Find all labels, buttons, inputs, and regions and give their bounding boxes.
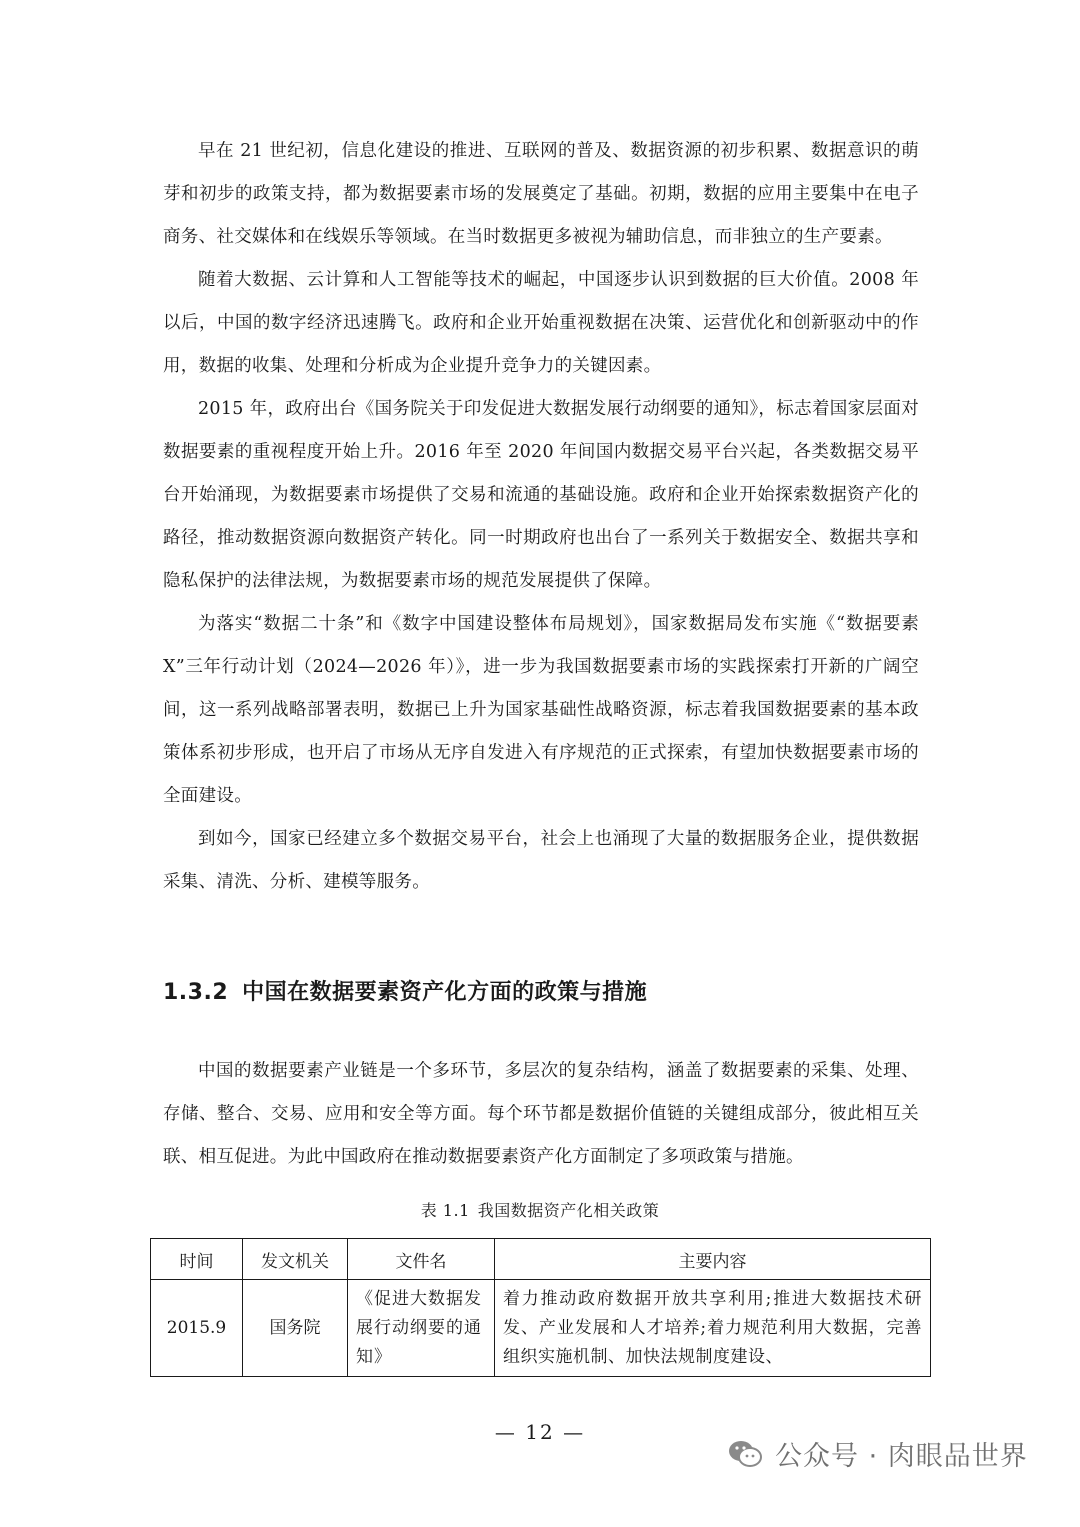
cell-main: 着力推动政府数据开放共享利用;推进大数据技术研发、产业发展和人才培养;着力规范利用大数据，完善组织实施机制、加快法规制度建设、 [495,1280,931,1377]
body-text [163,130,919,904]
table-row [151,1280,931,1377]
cell-org: 国务院 [243,1280,348,1377]
cell-time: 2015.9 [151,1280,243,1377]
section-body [163,1050,919,1179]
header-main: 主要内容 [495,1239,931,1280]
table-caption [0,1198,1080,1221]
wechat-icon [727,1439,763,1469]
watermark-text: 公众号 · 肉眼品世界 [775,1441,1028,1472]
table-header-row [151,1239,931,1280]
paragraph-2: 随着大数据、云计算和人工智能等技术的崛起，中国逐步认识到数据的巨大价值。2008 年以后，中国的数字经济迅速腾飞。政府和企业开始重视数据在决策、运营优化和创新驱动中的作用，数据的收集、处理和分析成为企业提升竞争力的关键因素。 [163,270,919,376]
section-paragraph: 中国的数据要素产业链是一个多环节，多层次的复杂结构，涵盖了数据要素的采集、处理、存储、整合、交易、应用和安全等方面。每个环节都是数据价值链的关键组成部分，彼此相互关联、相互促进。为此中国政府在推动数据要素资产化方面制定了多项政策与措施。 [163,1061,919,1167]
table-caption-number: 表 1.1 [420,1201,470,1220]
header-time: 时间 [151,1239,243,1280]
paragraph-5: 到如今，国家已经建立多个数据交易平台，社会上也涌现了大量的数据服务企业，提供数据采集、清洗、分析、建模等服务。 [163,829,919,892]
watermark [727,1434,1028,1473]
section-number: 1.3.2 [163,980,229,1005]
header-doc: 文件名 [348,1239,495,1280]
table-caption-title: 我国数据资产化相关政策 [477,1201,660,1220]
cell-doc: 《促进大数据发展行动纲要的通知》 [348,1280,495,1377]
policy-table [150,1238,931,1377]
paragraph-4: 为落实“数据二十条”和《数字中国建设整体布局规划》，国家数据局发布实施《“数据要素 X”三年行动计划（2024—2026 年）》，进一步为我国数据要素市场的实践探索打开新的广阔空间，这一系列战略部署表明，数据已上升为国家基础性战略资源，标志着我国数据要素的基本政策体系初步形成，也开启了市场从无序自发进入有序规范的正式探索，有望加快数据要素市场的全面建设。 [163,614,919,806]
paragraph-1: 早在 21 世纪初，信息化建设的推进、互联网的普及、数据资源的初步积累、数据意识的萌芽和初步的政策支持，都为数据要素市场的发展奠定了基础。初期，数据的应用主要集中在电子商务、社交媒体和在线娱乐等领域。在当时数据更多被视为辅助信息，而非独立的生产要素。 [163,141,919,247]
paragraph-3: 2015 年，政府出台《国务院关于印发促进大数据发展行动纲要的通知》，标志着国家层面对数据要素的重视程度开始上升。2016 年至 2020 年间国内数据交易平台兴起，各类数据交易平台开始涌现，为数据要素市场提供了交易和流通的基础设施。政府和企业开始探索数据资产化的路径，推动数据资源向数据资产转化。同一时期政府也出台了一系列关于数据安全、数据共享和隐私保护的法律法规，为数据要素市场的规范发展提供了保障。 [163,399,919,591]
section-title: 中国在数据要素资产化方面的政策与措施 [242,980,648,1005]
header-org: 发文机关 [243,1239,348,1280]
page-number: — 12 — [494,1420,586,1444]
section-heading [163,975,647,1006]
